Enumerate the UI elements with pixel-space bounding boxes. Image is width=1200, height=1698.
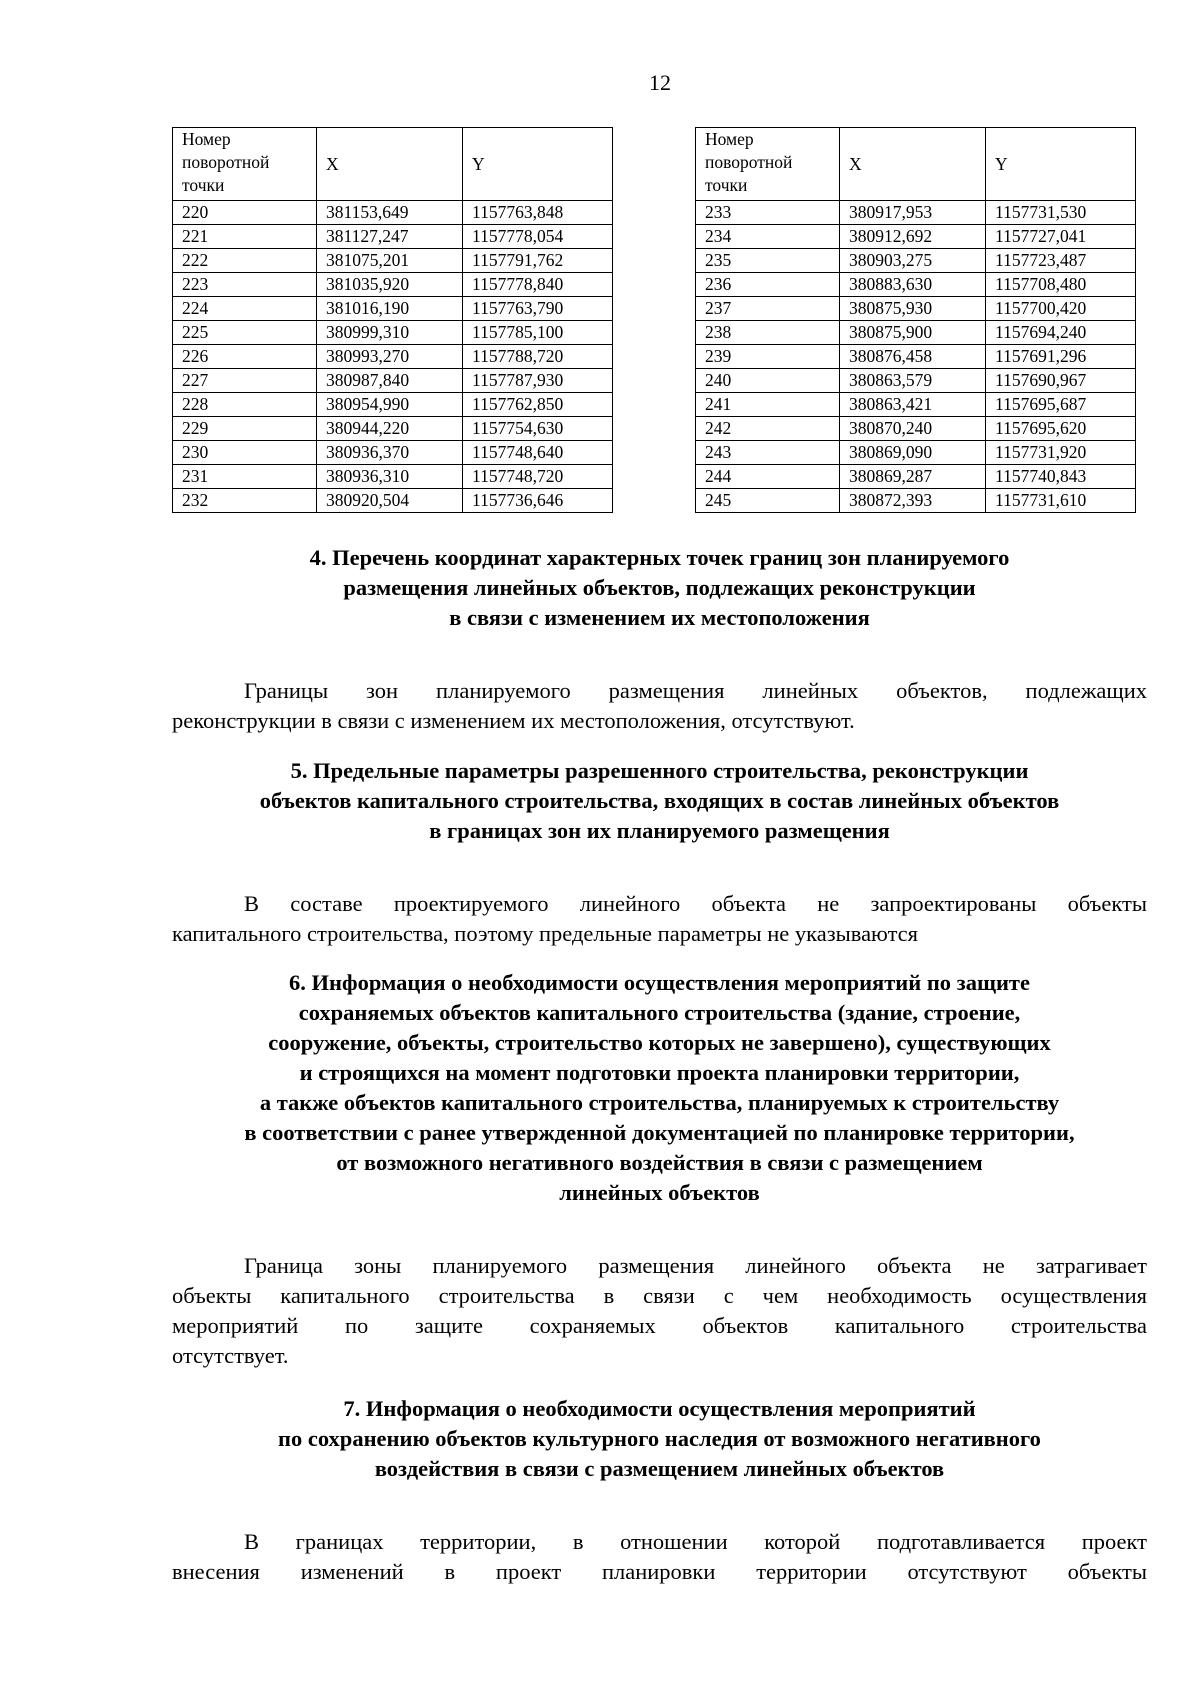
table-body-right: [696, 128, 1136, 513]
heading-line: по сохранению объектов культурного наследия от возможного негативного: [278, 1426, 1041, 1451]
point-number-cell: 243: [696, 441, 840, 465]
header-point-line1: Номер: [182, 129, 231, 149]
y-cell: 1157788,720: [463, 345, 613, 369]
table-row: [696, 249, 1136, 273]
table-row: [173, 465, 613, 489]
x-cell: 380869,090: [840, 441, 986, 465]
table-row: [696, 225, 1136, 249]
point-number-cell: 236: [696, 273, 840, 297]
y-cell: 1157762,850: [463, 393, 613, 417]
x-cell: 381153,649: [317, 201, 463, 225]
section-5-text: [172, 889, 1147, 949]
heading-line: в соответствии с ранее утвержденной документацией по планировке территории,: [244, 1120, 1075, 1145]
header-point-line2: поворотной: [182, 152, 270, 172]
table-row: [173, 225, 613, 249]
table-row: [173, 489, 613, 513]
point-number-cell: 229: [173, 417, 317, 441]
y-cell: 1157736,646: [463, 489, 613, 513]
x-cell: 380863,579: [840, 369, 986, 393]
x-cell: 380903,275: [840, 249, 986, 273]
point-number-cell: 225: [173, 321, 317, 345]
text-line: Граница зоны планируемого размещения линейного объекта не затрагивает: [244, 1253, 1147, 1278]
table-row: [173, 393, 613, 417]
point-number-cell: 226: [173, 345, 317, 369]
header-x: X: [840, 128, 986, 201]
header-point-line3: точки: [705, 175, 748, 195]
table-row: [173, 297, 613, 321]
coordinates-table-left: [172, 127, 613, 513]
text-line: Границы зон планируемого размещения линейных объектов, подлежащих: [244, 678, 1147, 703]
table-row: [696, 321, 1136, 345]
point-number-cell: 240: [696, 369, 840, 393]
y-cell: 1157690,967: [986, 369, 1136, 393]
table-row: [696, 345, 1136, 369]
y-cell: 1157694,240: [986, 321, 1136, 345]
y-cell: 1157754,630: [463, 417, 613, 441]
point-number-cell: 227: [173, 369, 317, 393]
point-number-cell: 230: [173, 441, 317, 465]
point-number-cell: 222: [173, 249, 317, 273]
x-cell: 381127,247: [317, 225, 463, 249]
table-row: [696, 489, 1136, 513]
section-4-heading: [172, 543, 1147, 633]
y-cell: 1157791,762: [463, 249, 613, 273]
point-number-cell: 228: [173, 393, 317, 417]
table-row: [696, 297, 1136, 321]
point-number-cell: 241: [696, 393, 840, 417]
point-number-cell: 238: [696, 321, 840, 345]
x-cell: 380936,370: [317, 441, 463, 465]
section-7: [172, 1394, 1147, 1587]
table-row: [696, 465, 1136, 489]
point-number-cell: 239: [696, 345, 840, 369]
x-cell: 380876,458: [840, 345, 986, 369]
y-cell: 1157740,843: [986, 465, 1136, 489]
table-row: [173, 201, 613, 225]
y-cell: 1157731,610: [986, 489, 1136, 513]
point-number-cell: 237: [696, 297, 840, 321]
page-number: 12: [649, 70, 671, 95]
x-cell: 380872,393: [840, 489, 986, 513]
header-y: Y: [463, 128, 613, 201]
x-cell: 380999,310: [317, 321, 463, 345]
section-7-text: [172, 1527, 1147, 1587]
x-cell: 381016,190: [317, 297, 463, 321]
header-point-line2: поворотной: [705, 152, 793, 172]
y-cell: 1157778,054: [463, 225, 613, 249]
point-number-cell: 242: [696, 417, 840, 441]
y-cell: 1157763,790: [463, 297, 613, 321]
header-point-number: [173, 128, 317, 201]
heading-line: сохраняемых объектов капитального строительства (здание, строение,: [298, 1000, 1021, 1025]
point-number-cell: 235: [696, 249, 840, 273]
x-cell: 380917,953: [840, 201, 986, 225]
text-line: реконструкции в связи с изменением их местоположения, отсутствуют.: [172, 708, 855, 733]
point-number-cell: 220: [173, 201, 317, 225]
point-number-cell: 224: [173, 297, 317, 321]
y-cell: 1157748,720: [463, 465, 613, 489]
x-cell: 380993,270: [317, 345, 463, 369]
x-cell: 380875,900: [840, 321, 986, 345]
point-number-cell: 234: [696, 225, 840, 249]
y-cell: 1157708,480: [986, 273, 1136, 297]
heading-line: и строящихся на момент подготовки проекта планировки территории,: [299, 1060, 1020, 1085]
heading-line: 6. Информация о необходимости осуществления мероприятий по защите: [289, 970, 1030, 995]
section-6: [172, 968, 1147, 1371]
point-number-cell: 221: [173, 225, 317, 249]
text-line: отсутствует.: [172, 1343, 289, 1368]
heading-line: от возможного негативного воздействия в связи с размещением: [336, 1150, 983, 1175]
y-cell: 1157695,620: [986, 417, 1136, 441]
heading-line: 5. Предельные параметры разрешенного строительства, реконструкции: [290, 758, 1029, 783]
heading-line: а также объектов капитального строительства, планируемых к строительству: [259, 1090, 1060, 1115]
x-cell: 380863,421: [840, 393, 986, 417]
table-header-row: [696, 128, 1136, 201]
text-line: В границах территории, в отношении которой подготавливается проект: [244, 1529, 1147, 1554]
header-y: Y: [986, 128, 1136, 201]
y-cell: 1157700,420: [986, 297, 1136, 321]
heading-line: объектов капитального строительства, входящих в состав линейных объектов: [259, 788, 1060, 813]
header-point-number: [696, 128, 840, 201]
y-cell: 1157785,100: [463, 321, 613, 345]
table-row: [696, 441, 1136, 465]
y-cell: 1157763,848: [463, 201, 613, 225]
section-6-heading: [172, 968, 1147, 1208]
x-cell: 380920,504: [317, 489, 463, 513]
point-number-cell: 231: [173, 465, 317, 489]
text-line: капитального строительства, поэтому предельные параметры не указываются: [172, 921, 919, 946]
heading-line: 7. Информация о необходимости осуществления мероприятий: [343, 1396, 976, 1421]
table-row: [173, 321, 613, 345]
coordinates-table-right: [695, 127, 1136, 513]
table-body-left: [173, 128, 613, 513]
y-cell: 1157748,640: [463, 441, 613, 465]
section-4-text: [172, 676, 1147, 736]
y-cell: 1157778,840: [463, 273, 613, 297]
x-cell: 380875,930: [840, 297, 986, 321]
table-row: [173, 345, 613, 369]
x-cell: 380954,990: [317, 393, 463, 417]
x-cell: 380912,692: [840, 225, 986, 249]
table-row: [696, 393, 1136, 417]
point-number-cell: 223: [173, 273, 317, 297]
x-cell: 380936,310: [317, 465, 463, 489]
table-header-row: [173, 128, 613, 201]
heading-line: размещения линейных объектов, подлежащих реконструкции: [343, 575, 976, 600]
point-number-cell: 232: [173, 489, 317, 513]
header-x: X: [317, 128, 463, 201]
text-line: В составе проектируемого линейного объекта не запроектированы объекты: [244, 891, 1147, 916]
table-row: [696, 369, 1136, 393]
y-cell: 1157731,920: [986, 441, 1136, 465]
point-number-cell: 233: [696, 201, 840, 225]
section-7-heading: [172, 1394, 1147, 1484]
heading-line: в связи с изменением их местоположения: [449, 605, 870, 630]
text-line: объекты капитального строительства в связи с чем необходимость осуществления: [172, 1283, 1147, 1308]
x-cell: 380883,630: [840, 273, 986, 297]
section-5: [172, 756, 1147, 949]
y-cell: 1157731,530: [986, 201, 1136, 225]
header-point-line3: точки: [182, 175, 225, 195]
table-row: [696, 201, 1136, 225]
x-cell: 381075,201: [317, 249, 463, 273]
x-cell: 380870,240: [840, 417, 986, 441]
table-row: [696, 417, 1136, 441]
heading-line: линейных объектов: [559, 1180, 760, 1205]
heading-line: в границах зон их планируемого размещения: [429, 818, 890, 843]
table-row: [173, 369, 613, 393]
section-6-text: [172, 1251, 1147, 1371]
text-line: мероприятий по защите сохраняемых объектов капитального строительства: [172, 1313, 1147, 1338]
x-cell: 381035,920: [317, 273, 463, 297]
y-cell: 1157723,487: [986, 249, 1136, 273]
heading-line: воздействия в связи с размещением линейных объектов: [374, 1456, 945, 1481]
header-point-line1: Номер: [705, 129, 754, 149]
table-row: [173, 441, 613, 465]
table-row: [696, 273, 1136, 297]
heading-line: сооружение, объекты, строительство которых не завершено), существующих: [268, 1030, 1051, 1055]
table-row: [173, 273, 613, 297]
section-4: [172, 543, 1147, 736]
x-cell: 380944,220: [317, 417, 463, 441]
table-row: [173, 417, 613, 441]
x-cell: 380869,287: [840, 465, 986, 489]
text-line: внесения изменений в проект планировки территории отсутствуют объекты: [172, 1559, 1147, 1584]
point-number-cell: 244: [696, 465, 840, 489]
x-cell: 380987,840: [317, 369, 463, 393]
table-row: [173, 249, 613, 273]
y-cell: 1157691,296: [986, 345, 1136, 369]
heading-line: 4. Перечень координат характерных точек границ зон планируемого: [309, 545, 1010, 570]
y-cell: 1157727,041: [986, 225, 1136, 249]
point-number-cell: 245: [696, 489, 840, 513]
y-cell: 1157695,687: [986, 393, 1136, 417]
section-5-heading: [172, 756, 1147, 846]
y-cell: 1157787,930: [463, 369, 613, 393]
